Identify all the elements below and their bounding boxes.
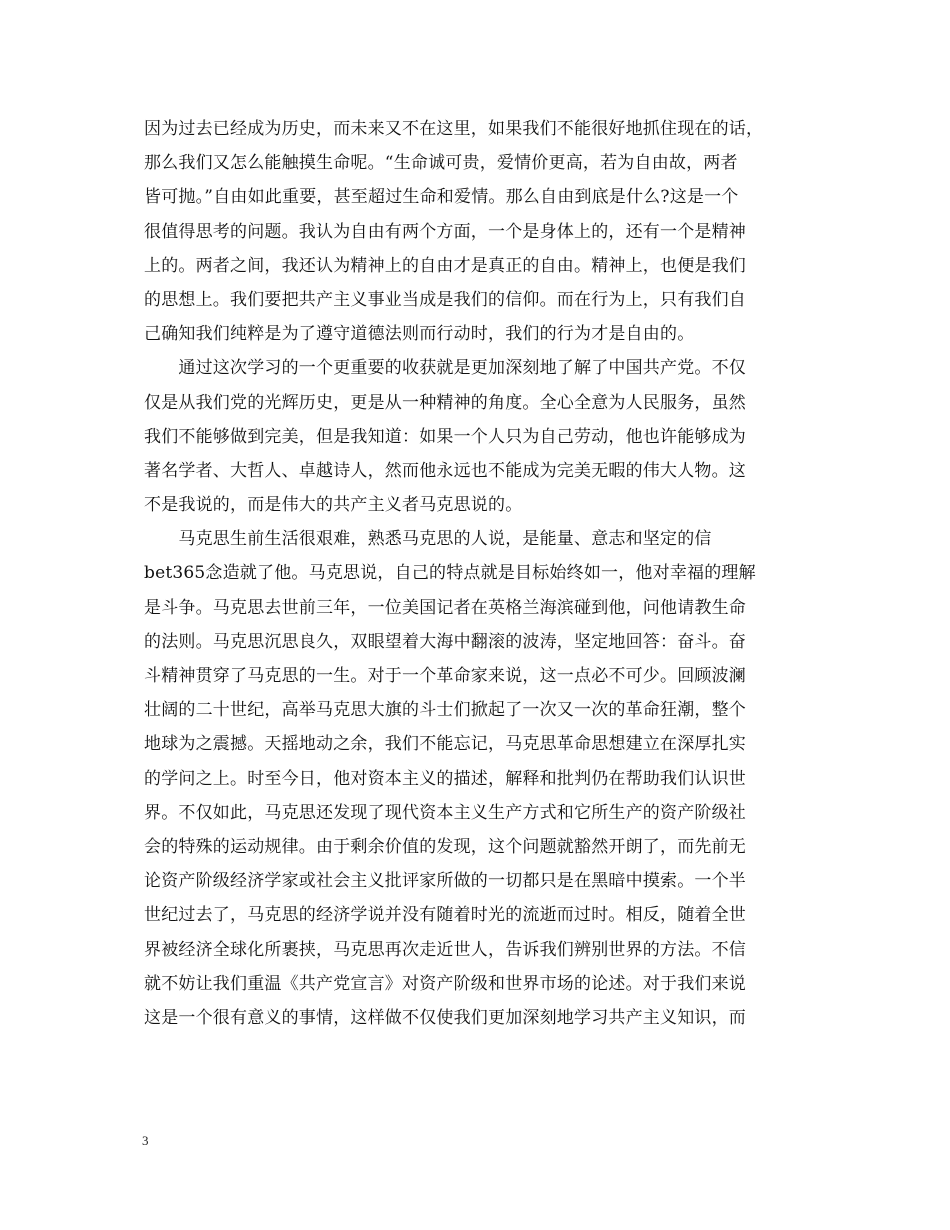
text-line: 是斗争。马克思去世前三年，一位美国记者在英格兰海滨碰到他，问他请教生命 [144, 597, 746, 618]
text-line: 通过这次学习的一个更重要的收获就是更加深刻地了解了中国共产党。不仅 [144, 358, 746, 379]
text-line: 世纪过去了，马克思的经济学说并没有随着时光的流逝而过时。相反，随着全世 [144, 905, 746, 926]
text-line: 仅是从我们党的光辉历史，更是从一种精神的角度。全心全意为人民服务，虽然 [144, 392, 746, 413]
text-line: 不是我说的，而是伟大的共产主义者马克思说的。 [144, 495, 523, 516]
text-line: 这是一个很有意义的事情，这样做不仅使我们更加深刻地学习共产主义知识，而 [144, 1007, 746, 1028]
text-line: 上的。两者之间，我还认为精神上的自由才是真正的自由。精神上，也便是我们 [144, 255, 746, 276]
text-line: 地球为之震撼。天摇地动之余，我们不能忘记，马克思革命思想建立在深厚扎实 [144, 734, 746, 755]
text-line: 马克思生前生活很艰难，熟悉马克思的人说，是能量、意志和坚定的信 [144, 529, 712, 550]
text-line: 的学问之上。时至今日，他对资本主义的描述，解释和批判仍在帮助我们认识世 [144, 768, 746, 789]
text-line: 因为过去已经成为历史，而未来又不在这里，如果我们不能很好地抓住现在的话， [144, 119, 764, 139]
text-line: 皆可抛。”自由如此重要，甚至超过生命和爱情。那么自由到底是什么?这是一个 [144, 187, 739, 208]
text-line: 界被经济全球化所裹挟，马克思再次走近世人，告诉我们辨别世界的方法。不信 [144, 939, 746, 960]
text-line: 著名学者、大哲人、卓越诗人，然而他永远也不能成为完美无暇的伟大人物。这 [144, 460, 746, 481]
text-line: 那么我们又怎么能触摸生命呢。“生命诚可贵，爱情价更高，若为自由故，两者 [144, 153, 738, 174]
text-line: 的法则。马克思沉思良久，双眼望着大海中翻滚的波涛，坚定地回答：奋斗。奋 [144, 631, 746, 652]
text-line: 界。不仅如此，马克思还发现了现代资本主义生产方式和它所生产的资产阶级社 [144, 802, 746, 823]
text-line: 我们不能够做到完美，但是我知道：如果一个人只为自己劳动，他也许能够成为 [144, 426, 746, 447]
text-line: 就不妨让我们重温《共产党宣言》对资产阶级和世界市场的论述。对于我们来说 [144, 973, 746, 994]
text-line: 的思想上。我们要把共产主义事业当成是我们的信仰。而在行为上，只有我们自 [144, 289, 746, 310]
page-number: 3 [142, 1133, 149, 1148]
text-line: bet365念造就了他。马克思说，自己的特点就是目标始终如一，他对幸福的理解 [144, 563, 756, 584]
text-line: 会的特殊的运动规律。由于剩余价值的发现，这个问题就豁然开朗了，而先前无 [144, 836, 746, 857]
text-line: 论资产阶级经济学家或社会主义批评家所做的一切都只是在黑暗中摸索。一个半 [144, 871, 746, 892]
document-body [144, 112, 814, 1035]
text-line: 斗精神贯穿了马克思的一生。对于一个革命家来说，这一点必不可少。回顾波澜 [144, 666, 746, 686]
text-line: 己确知我们纯粹是为了遵守道德法则而行动时，我们的行为才是自由的。 [144, 324, 695, 345]
text-line: 壮阔的二十世纪，高举马克思大旗的斗士们掀起了一次又一次的革命狂潮，整个 [144, 700, 746, 721]
text-line: 很值得思考的问题。我认为自由有两个方面，一个是身体上的，还有一个是精神 [144, 221, 746, 242]
